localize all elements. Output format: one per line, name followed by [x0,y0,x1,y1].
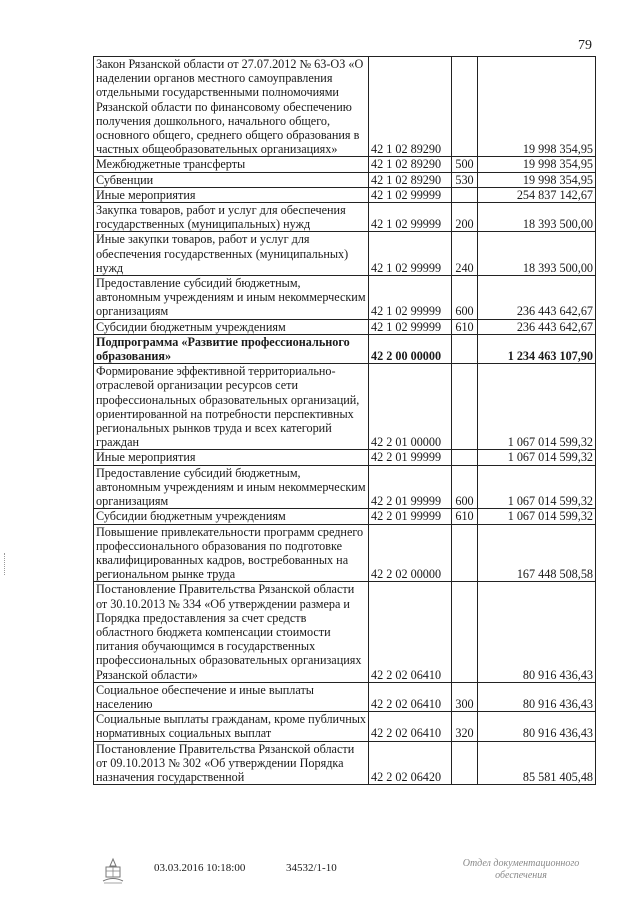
row-code-cell: 42 2 01 00000 [369,364,452,450]
row-code-cell: 42 2 01 99999 [369,450,452,465]
table-row [94,276,596,320]
row-name-cell: Субсидии бюджетным учреждениям [94,319,369,334]
row-expense-type-cell [452,364,478,450]
row-amount-cell: 80 916 436,43 [478,582,596,682]
row-name-cell: Повышение привлекательности программ среднего профессионального образования по подготовке квалифицированных кадров, востребованных на региональном рынке труда [94,524,369,582]
row-code-cell: 42 1 02 99999 [369,187,452,202]
row-expense-type-cell [452,524,478,582]
row-name-cell: Закупка товаров, работ и услуг для обеспечения государственных (муниципальных) нужд [94,203,369,232]
row-name-cell: Постановление Правительства Рязанской области от 09.10.2013 № 302 «Об утверждении Порядка назначения государственной [94,741,369,785]
row-expense-type-cell [452,334,478,363]
row-code-cell: 42 1 02 99999 [369,232,452,276]
row-amount-cell: 254 837 142,67 [478,187,596,202]
row-expense-type-cell [452,57,478,157]
row-name-cell: Межбюджетные трансферты [94,157,369,172]
row-amount-cell: 80 916 436,43 [478,682,596,711]
row-name-cell: Социальные выплаты гражданам, кроме публичных нормативных социальных выплат [94,712,369,741]
table-row [94,232,596,276]
table-row [94,741,596,785]
table-row [94,319,596,334]
row-name-cell: Формирование эффективной территориально-отраслевой организации ресурсов сети профессиональных образовательных организаций, ориентированной на потребности перспективных региональных рынков труда и всех категорий граждан [94,364,369,450]
row-amount-cell: 1 067 014 599,32 [478,509,596,524]
row-expense-type-cell: 530 [452,172,478,187]
stamp-line-1: Отдел документационного [462,858,580,869]
row-amount-cell: 18 393 500,00 [478,203,596,232]
row-amount-cell: 1 234 463 107,90 [478,334,596,363]
table-row [94,682,596,711]
footer-datetime: 03.03.2016 10:18:00 [154,862,246,874]
row-expense-type-cell: 610 [452,319,478,334]
budget-table-body [94,57,596,785]
table-row [94,364,596,450]
row-name-cell: Иные мероприятия [94,450,369,465]
row-amount-cell: 80 916 436,43 [478,712,596,741]
row-expense-type-cell [452,187,478,202]
row-expense-type-cell: 500 [452,157,478,172]
table-row [94,157,596,172]
scan-edge-mark [4,553,8,575]
table-row [94,57,596,157]
row-code-cell: 42 1 02 99999 [369,319,452,334]
row-name-cell: Субсидии бюджетным учреждениям [94,509,369,524]
row-expense-type-cell: 200 [452,203,478,232]
row-code-cell: 42 1 02 89290 [369,57,452,157]
row-name-cell: Социальное обеспечение и иные выплаты населению [94,682,369,711]
row-code-cell: 42 1 02 99999 [369,276,452,320]
row-expense-type-cell: 600 [452,465,478,509]
row-amount-cell: 236 443 642,67 [478,276,596,320]
row-amount-cell: 236 443 642,67 [478,319,596,334]
row-amount-cell: 1 067 014 599,32 [478,364,596,450]
row-amount-cell: 19 998 354,95 [478,172,596,187]
row-name-cell: Предоставление субсидий бюджетным, автономным учреждениям и иным некоммерческим организациям [94,465,369,509]
row-expense-type-cell [452,582,478,682]
row-code-cell: 42 2 01 99999 [369,509,452,524]
row-expense-type-cell: 610 [452,509,478,524]
row-name-cell: Субвенции [94,172,369,187]
table-row [94,509,596,524]
row-expense-type-cell [452,450,478,465]
row-name-cell: Подпрограмма «Развитие профессионального образования» [94,334,369,363]
row-code-cell: 42 1 02 89290 [369,172,452,187]
table-row [94,172,596,187]
table-row [94,582,596,682]
row-amount-cell: 19 998 354,95 [478,157,596,172]
row-amount-cell: 19 998 354,95 [478,57,596,157]
row-code-cell: 42 2 02 06420 [369,741,452,785]
table-row [94,465,596,509]
row-code-cell: 42 2 00 00000 [369,334,452,363]
document-system-logo-icon [100,857,126,885]
row-code-cell: 42 2 01 99999 [369,465,452,509]
row-name-cell: Иные закупки товаров, работ и услуг для обеспечения государственных (муниципальных) нужд [94,232,369,276]
row-code-cell: 42 2 02 00000 [369,524,452,582]
row-amount-cell: 1 067 014 599,32 [478,450,596,465]
stamp-line-2: обеспечения [495,870,547,881]
row-amount-cell: 167 448 508,58 [478,524,596,582]
row-code-cell: 42 2 02 06410 [369,682,452,711]
table-row [94,450,596,465]
row-name-cell: Закон Рязанской области от 27.07.2012 № 63-ОЗ «О наделении органов местного самоуправления отдельными государственными полномочиями Рязанской области по финансовому обеспечению получения дошкольного, начального общего, основного общего, среднего общего образования в частных общеобразовательных организациях» [94,57,369,157]
table-row [94,187,596,202]
row-expense-type-cell: 320 [452,712,478,741]
row-name-cell: Постановление Правительства Рязанской области от 30.10.2013 № 334 «Об утверждении размера и Порядка предоставления за счет средств областного бюджета компенсации стоимости питания обучающимся в государственных профессиональных образовательных организациях Рязанской области» [94,582,369,682]
row-expense-type-cell [452,741,478,785]
footer-document-number: 34532/1-10 [286,862,337,874]
page-footer [0,857,640,887]
table-row [94,203,596,232]
row-expense-type-cell: 300 [452,682,478,711]
row-code-cell: 42 2 02 06410 [369,712,452,741]
department-stamp [446,858,596,882]
row-expense-type-cell: 240 [452,232,478,276]
row-code-cell: 42 1 02 89290 [369,157,452,172]
row-amount-cell: 1 067 014 599,32 [478,465,596,509]
table-row [94,524,596,582]
budget-table [93,56,596,785]
row-code-cell: 42 2 02 06410 [369,582,452,682]
row-code-cell: 42 1 02 99999 [369,203,452,232]
table-row [94,712,596,741]
row-name-cell: Иные мероприятия [94,187,369,202]
row-name-cell: Предоставление субсидий бюджетным, автономным учреждениям и иным некоммерческим организациям [94,276,369,320]
page-number: 79 [578,38,592,53]
row-amount-cell: 85 581 405,48 [478,741,596,785]
table-row [94,334,596,363]
row-amount-cell: 18 393 500,00 [478,232,596,276]
row-expense-type-cell: 600 [452,276,478,320]
